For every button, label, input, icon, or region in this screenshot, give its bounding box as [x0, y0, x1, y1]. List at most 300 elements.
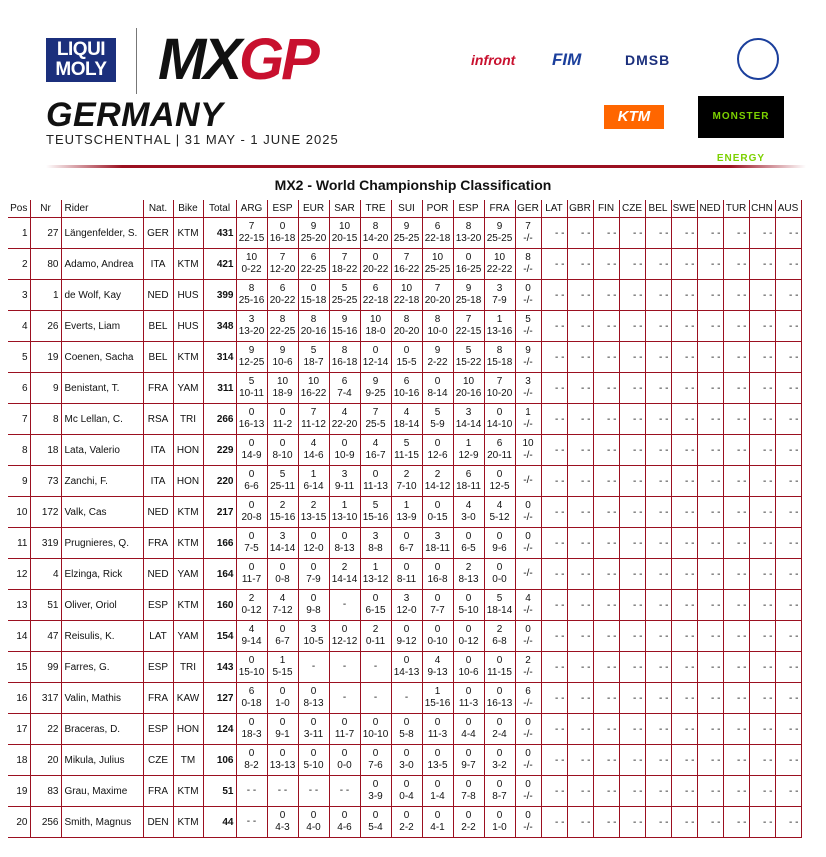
header-rule	[46, 165, 806, 168]
round-points: 7	[403, 252, 410, 263]
col-header-round: BEL	[645, 200, 671, 218]
cell-round: - -	[723, 404, 749, 435]
page-title: MX2 - World Championship Classification	[274, 177, 552, 193]
cell-round	[360, 776, 391, 807]
round-scores: -/-	[523, 667, 533, 678]
round-points: 0	[341, 624, 348, 635]
round-scores: 10-20	[486, 388, 513, 399]
round-scores: 20-22	[269, 295, 296, 306]
cell-pos: 2	[8, 249, 30, 280]
round-scores: 7-7	[430, 605, 445, 616]
cell-round: - -	[749, 621, 775, 652]
cell-nr: 19	[30, 342, 61, 373]
round-scores: 25-25	[424, 264, 451, 275]
cell-pos: 18	[8, 745, 30, 776]
round-scores: 3-2	[492, 760, 507, 771]
liqui-moly-logo	[46, 38, 116, 82]
col-header-round: FIN	[593, 200, 619, 218]
round-points: 9	[496, 221, 503, 232]
cell-total: 431	[203, 218, 236, 249]
cell-round: - -	[775, 807, 801, 838]
cell-round	[453, 404, 484, 435]
cell-round	[360, 435, 391, 466]
round-scores: 2-22	[427, 357, 448, 368]
round-scores: 16-18	[331, 357, 358, 368]
cell-round	[329, 683, 360, 714]
cell-nr: 83	[30, 776, 61, 807]
round-scores: 25-11	[270, 481, 295, 492]
cell-rider: Lata, Valerio	[61, 435, 143, 466]
round-scores: 12-0	[303, 543, 324, 554]
cell-round: - -	[749, 404, 775, 435]
round-scores: 15-16	[331, 326, 358, 337]
cell-round: - -	[671, 218, 697, 249]
cell-round	[236, 497, 267, 528]
round-points: 0	[341, 748, 348, 759]
round-points: 0	[372, 748, 379, 759]
cell-round	[360, 590, 391, 621]
cell-round: - -	[645, 311, 671, 342]
cell-pos: 8	[8, 435, 30, 466]
cell-round	[484, 745, 515, 776]
round-scores: 1-0	[275, 698, 290, 709]
round-points: 0	[496, 717, 503, 728]
cell-pos: 10	[8, 497, 30, 528]
cell-nat: ESP	[143, 652, 173, 683]
table-row	[8, 280, 801, 311]
cell-round: - -	[619, 621, 645, 652]
cell-round: - -	[541, 342, 567, 373]
cell-round: - -	[567, 621, 593, 652]
cell-round: - -	[593, 373, 619, 404]
round-points: 2	[341, 562, 348, 573]
round-points: 0	[465, 593, 472, 604]
round-points: 0	[248, 562, 255, 573]
round-points: 0	[248, 438, 255, 449]
round-points: 0	[372, 593, 379, 604]
federation-seal-icon	[737, 38, 779, 80]
round-points: 7	[372, 407, 379, 418]
cell-nr: 9	[30, 373, 61, 404]
round-points: 2	[496, 624, 503, 635]
cell-round	[236, 776, 267, 807]
round-points: 0	[434, 562, 441, 573]
cell-round: - -	[723, 652, 749, 683]
cell-rider: Everts, Liam	[61, 311, 143, 342]
cell-round: - -	[697, 528, 723, 559]
round-points: 2	[248, 593, 255, 604]
cell-round	[422, 590, 453, 621]
cell-nr: 319	[30, 528, 61, 559]
round-scores: 13-9	[396, 512, 417, 523]
cell-round	[236, 528, 267, 559]
cell-round	[484, 280, 515, 311]
cell-round	[484, 714, 515, 745]
round-scores: -/-	[523, 636, 533, 647]
cell-round	[236, 466, 267, 497]
cell-round	[515, 249, 541, 280]
round-scores: 2-4	[492, 729, 507, 740]
cell-round	[298, 559, 329, 590]
cell-round	[236, 807, 267, 838]
cell-round	[391, 621, 422, 652]
round-scores: 3-9	[368, 791, 383, 802]
cell-round	[453, 249, 484, 280]
cell-round: - -	[775, 683, 801, 714]
cell-round	[298, 249, 329, 280]
round-scores: 4-3	[275, 822, 290, 833]
round-points: 8	[465, 221, 472, 232]
round-points: 10	[276, 376, 289, 387]
round-scores: - -	[246, 816, 257, 827]
round-scores: 20-16	[300, 326, 327, 337]
cell-round	[422, 683, 453, 714]
col-header-round: ARG	[236, 200, 267, 218]
round-points: 0	[403, 345, 410, 356]
cell-round: - -	[775, 373, 801, 404]
round-scores: 13-12	[362, 574, 389, 585]
round-scores: 15-18	[486, 357, 513, 368]
round-points: 0	[279, 810, 286, 821]
cell-pos: 5	[8, 342, 30, 373]
round-scores: 3-0	[461, 512, 476, 523]
round-points: 7	[525, 221, 531, 232]
cell-round: - -	[671, 342, 697, 373]
cell-round	[484, 621, 515, 652]
table-row	[8, 342, 801, 373]
round-scores: -/-	[523, 419, 533, 430]
round-scores: 8-11	[396, 574, 417, 585]
cell-round	[453, 218, 484, 249]
cell-round	[236, 435, 267, 466]
cell-round: - -	[697, 466, 723, 497]
round-scores: 22-25	[300, 264, 327, 275]
round-points: 3	[310, 624, 317, 635]
round-scores: 13-16	[486, 326, 513, 337]
table-row	[8, 745, 801, 776]
cell-rider: Elzinga, Rick	[61, 559, 143, 590]
cell-round	[391, 714, 422, 745]
cell-rider: Coenen, Sacha	[61, 342, 143, 373]
round-scores: 22-25	[269, 326, 296, 337]
cell-round: - -	[697, 590, 723, 621]
cell-round	[391, 807, 422, 838]
round-scores: 11-12	[301, 419, 326, 430]
round-points: 0	[310, 810, 317, 821]
round-points: 0	[279, 624, 286, 635]
cell-round: - -	[723, 807, 749, 838]
cell-round: - -	[645, 807, 671, 838]
header-divider	[136, 28, 137, 94]
cell-nat: NED	[143, 559, 173, 590]
cell-round: - -	[775, 652, 801, 683]
round-scores: 5-10	[303, 760, 324, 771]
round-points: 0	[403, 562, 410, 573]
cell-round: - -	[697, 342, 723, 373]
table-row	[8, 807, 801, 838]
round-points: 10	[338, 221, 351, 232]
cell-round	[422, 311, 453, 342]
cell-round	[329, 435, 360, 466]
cell-total: 217	[203, 497, 236, 528]
round-points: 0	[525, 283, 531, 294]
cell-round	[453, 528, 484, 559]
cell-round: - -	[671, 807, 697, 838]
cell-round: - -	[619, 373, 645, 404]
round-points: 0	[465, 686, 472, 697]
cell-round: - -	[593, 590, 619, 621]
round-points: 0	[279, 221, 286, 232]
round-scores: -/-	[523, 326, 533, 337]
round-points: 0	[496, 531, 503, 542]
cell-nr: 172	[30, 497, 61, 528]
round-points: 5	[525, 314, 531, 325]
round-points: 8	[525, 252, 531, 263]
cell-round: - -	[697, 497, 723, 528]
cell-rider: Längenfelder, S.	[61, 218, 143, 249]
cell-round: - -	[645, 745, 671, 776]
cell-round: - -	[619, 497, 645, 528]
cell-pos: 13	[8, 590, 30, 621]
cell-nat: CZE	[143, 745, 173, 776]
round-scores: 7-5	[244, 543, 259, 554]
cell-round	[360, 466, 391, 497]
round-scores: 10-0	[427, 326, 448, 337]
round-scores: 18-11	[425, 543, 450, 554]
round-scores: 14-14	[269, 543, 296, 554]
cell-round: - -	[541, 497, 567, 528]
cell-round	[236, 590, 267, 621]
cell-round: - -	[775, 559, 801, 590]
cell-round	[329, 497, 360, 528]
cell-round	[515, 342, 541, 373]
cell-round: - -	[671, 528, 697, 559]
cell-round: - -	[541, 621, 567, 652]
cell-round: - -	[723, 745, 749, 776]
cell-round	[267, 435, 298, 466]
cell-nat: DEN	[143, 807, 173, 838]
cell-round: - -	[749, 528, 775, 559]
cell-round	[422, 776, 453, 807]
cell-round: - -	[723, 776, 749, 807]
round-scores: 12-0	[396, 605, 417, 616]
round-points: 6	[525, 686, 531, 697]
round-scores: 16-22	[300, 388, 327, 399]
cell-pos: 11	[8, 528, 30, 559]
round-scores: 9-1	[275, 729, 290, 740]
round-points: 5	[310, 345, 317, 356]
round-points: 0	[248, 500, 255, 511]
round-points: 0	[403, 810, 410, 821]
round-scores: 0-22	[241, 264, 262, 275]
cell-round: - -	[645, 528, 671, 559]
table-row	[8, 497, 801, 528]
round-scores: -	[342, 692, 347, 703]
cell-round	[453, 466, 484, 497]
cell-round	[484, 683, 515, 714]
cell-round: - -	[749, 311, 775, 342]
round-scores: 4-6	[337, 822, 352, 833]
round-points: 0	[496, 779, 503, 790]
cell-round: - -	[775, 218, 801, 249]
cell-round	[360, 218, 391, 249]
cell-round	[267, 776, 298, 807]
cell-round: - -	[645, 249, 671, 280]
round-points: 9	[341, 314, 348, 325]
cell-round	[236, 745, 267, 776]
cell-round	[422, 466, 453, 497]
cell-round: - -	[723, 714, 749, 745]
round-points: 0	[525, 500, 531, 511]
cell-round: - -	[749, 373, 775, 404]
cell-round	[329, 311, 360, 342]
mxgp-logo-mx: MX	[158, 27, 239, 92]
round-points: 4	[341, 407, 348, 418]
round-scores: - -	[277, 785, 288, 796]
round-points: 9	[403, 221, 410, 232]
round-points: 5	[434, 407, 441, 418]
cell-round: - -	[671, 559, 697, 590]
round-points: 4	[525, 593, 531, 604]
round-points: 4	[465, 500, 472, 511]
table-row	[8, 373, 801, 404]
round-scores: 4-4	[461, 729, 476, 740]
cell-round: - -	[645, 435, 671, 466]
cell-round: - -	[645, 652, 671, 683]
cell-round: - -	[619, 683, 645, 714]
cell-pos: 6	[8, 373, 30, 404]
cell-round	[360, 559, 391, 590]
cell-round	[515, 559, 541, 590]
table-row	[8, 714, 801, 745]
cell-round	[515, 776, 541, 807]
fim-logo: FIM	[552, 50, 582, 69]
cell-round: - -	[723, 528, 749, 559]
round-points: 10	[245, 252, 258, 263]
round-scores: 18-14	[486, 605, 513, 616]
cell-round: - -	[567, 683, 593, 714]
cell-round: - -	[723, 218, 749, 249]
cell-round	[515, 218, 541, 249]
round-scores: 6-5	[461, 543, 476, 554]
cell-round	[329, 590, 360, 621]
round-scores: 16-13	[486, 698, 513, 709]
cell-round	[422, 559, 453, 590]
cell-round	[267, 807, 298, 838]
cell-round	[267, 249, 298, 280]
cell-rider: Valk, Cas	[61, 497, 143, 528]
cell-bike: YAM	[173, 559, 203, 590]
round-points: 2	[279, 500, 286, 511]
table-body	[8, 218, 801, 838]
cell-round	[391, 373, 422, 404]
round-points: 4	[248, 624, 255, 635]
cell-round: - -	[697, 280, 723, 311]
col-header-round: AUS	[775, 200, 801, 218]
round-points: 0	[434, 748, 441, 759]
round-points: 0	[372, 345, 379, 356]
round-scores: 10-9	[334, 450, 355, 461]
round-scores: -/-	[523, 233, 533, 244]
round-points: 10	[462, 376, 475, 387]
round-points: 0	[465, 624, 472, 635]
cell-round: - -	[619, 435, 645, 466]
round-points: 0	[341, 531, 348, 542]
round-scores: 18-11	[456, 481, 481, 492]
cell-round: - -	[775, 776, 801, 807]
round-scores: -/-	[523, 450, 533, 461]
round-scores: 6-8	[492, 636, 507, 647]
cell-round: - -	[541, 714, 567, 745]
cell-round: - -	[723, 590, 749, 621]
round-scores: 0-15	[427, 512, 448, 523]
round-scores: 16-18	[269, 233, 296, 244]
cell-round	[360, 652, 391, 683]
round-scores: 0-12	[241, 605, 262, 616]
round-points: 0	[310, 717, 317, 728]
round-scores: 5-12	[489, 512, 510, 523]
cell-round	[329, 652, 360, 683]
cell-round: - -	[723, 373, 749, 404]
round-scores: 18-22	[331, 264, 358, 275]
round-points: 0	[403, 779, 410, 790]
round-scores: 14-13	[393, 667, 420, 678]
round-scores: 3-11	[303, 729, 324, 740]
cell-round: - -	[645, 466, 671, 497]
round-scores: 14-6	[303, 450, 324, 461]
cell-round: - -	[749, 218, 775, 249]
cell-round	[360, 249, 391, 280]
round-scores: -/-	[523, 791, 533, 802]
cell-round	[515, 528, 541, 559]
round-points: 1	[496, 314, 503, 325]
round-scores: 9-8	[306, 605, 321, 616]
round-scores: 25-16	[238, 295, 265, 306]
cell-round: - -	[567, 218, 593, 249]
cell-round	[360, 683, 391, 714]
round-points: 5	[403, 438, 410, 449]
round-scores: -/-	[523, 698, 533, 709]
col-header-round: TUR	[723, 200, 749, 218]
round-points: 0	[341, 438, 348, 449]
cell-nr: 4	[30, 559, 61, 590]
cell-round	[329, 404, 360, 435]
cell-total: 229	[203, 435, 236, 466]
cell-round	[236, 342, 267, 373]
round-scores: 9-14	[241, 636, 262, 647]
round-points: 0	[434, 717, 441, 728]
cell-round: - -	[645, 404, 671, 435]
cell-round	[515, 621, 541, 652]
table-row	[8, 652, 801, 683]
round-points: 10	[369, 314, 382, 325]
round-scores: 12-6	[427, 450, 448, 461]
cell-pos: 17	[8, 714, 30, 745]
col-header-round: POR	[422, 200, 453, 218]
cell-round: - -	[593, 497, 619, 528]
cell-pos: 14	[8, 621, 30, 652]
cell-round	[298, 466, 329, 497]
round-scores: -/-	[523, 512, 533, 523]
cell-round: - -	[723, 559, 749, 590]
round-scores: 14-9	[241, 450, 262, 461]
cell-round	[422, 249, 453, 280]
cell-round: - -	[541, 311, 567, 342]
cell-nat: NED	[143, 497, 173, 528]
round-points: 4	[310, 438, 317, 449]
cell-round	[515, 373, 541, 404]
round-points: 10	[307, 376, 320, 387]
